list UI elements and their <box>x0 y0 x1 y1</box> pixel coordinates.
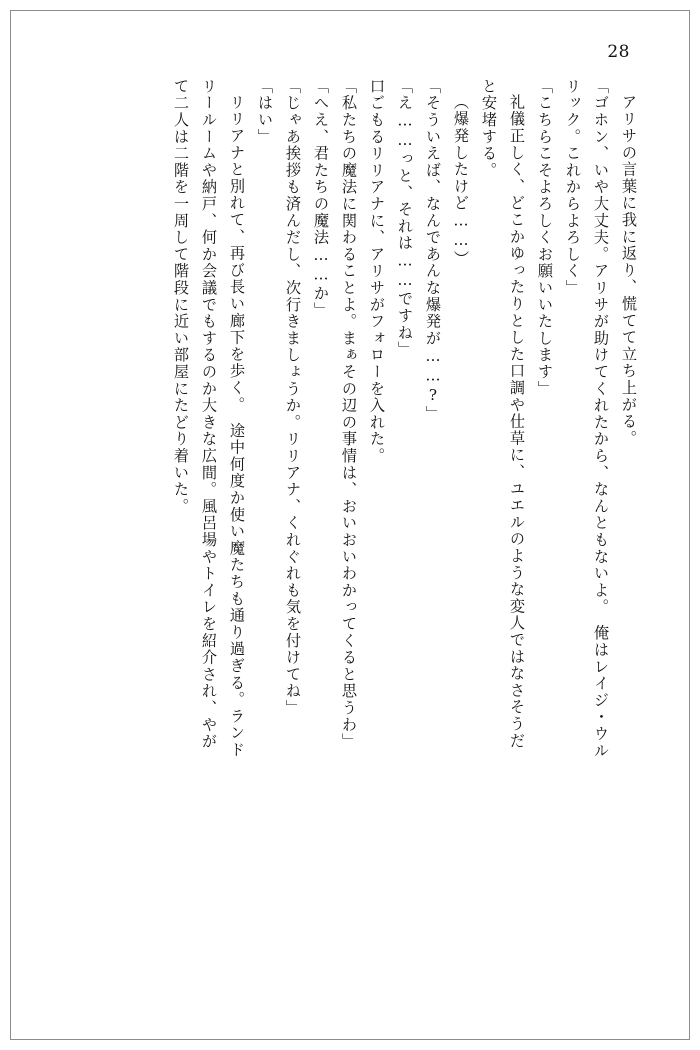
text-column: リリアナと別れて、再び長い廊下を歩く。 途中何度か使い魔たちも通り過ぎる。ランド <box>228 94 246 759</box>
text-column: 「そういえば、なんであんな爆発が……?」 <box>424 78 442 423</box>
text-column: リールームや納戸、何か会議でもするのか大きな広間。風呂場やトイレを紹介され、やが <box>200 78 218 750</box>
vertical-text-body <box>54 78 636 1020</box>
text-column: 「へえ、君たちの魔法……か」 <box>312 78 330 319</box>
text-column: 「はい」 <box>256 78 274 146</box>
page-number: 28 <box>607 42 630 62</box>
text-column: 「私たちの魔法に関わることよ。まぁその辺の事情は、おいおいわかってくると思うわ」 <box>340 78 358 750</box>
text-column: 「え……っと、それは……ですね」 <box>396 78 414 358</box>
text-column: 口ごもるリリアナに、アリサがフォローを入れた。 <box>368 78 386 465</box>
text-column: と安堵する。 <box>480 78 498 179</box>
text-column: 礼儀正しく、どこかゆったりとした口調や仕草に、ユエルのような変人ではなさそうだ <box>508 94 526 750</box>
text-column: アリサの言葉に我に返り、慌てて立ち上がる。 <box>620 94 638 447</box>
text-column: 「じゃあ挨拶も済んだし、次行きましょうか。リリアナ、くれぐれも気を付けてね」 <box>284 78 302 717</box>
text-column: 「こちらこそよろしくお願いいたします」 <box>536 78 554 398</box>
text-column: （爆発したけど……） <box>452 94 470 268</box>
text-column: 「ゴホン、いや大丈夫。アリサが助けてくれたから、なんともないよ。 俺はレイジ・ウル <box>592 78 610 760</box>
text-column: て二人は二階を一周して階段に近い部屋にたどり着いた。 <box>172 78 190 515</box>
text-column: リック。これからよろしく」 <box>564 78 582 297</box>
